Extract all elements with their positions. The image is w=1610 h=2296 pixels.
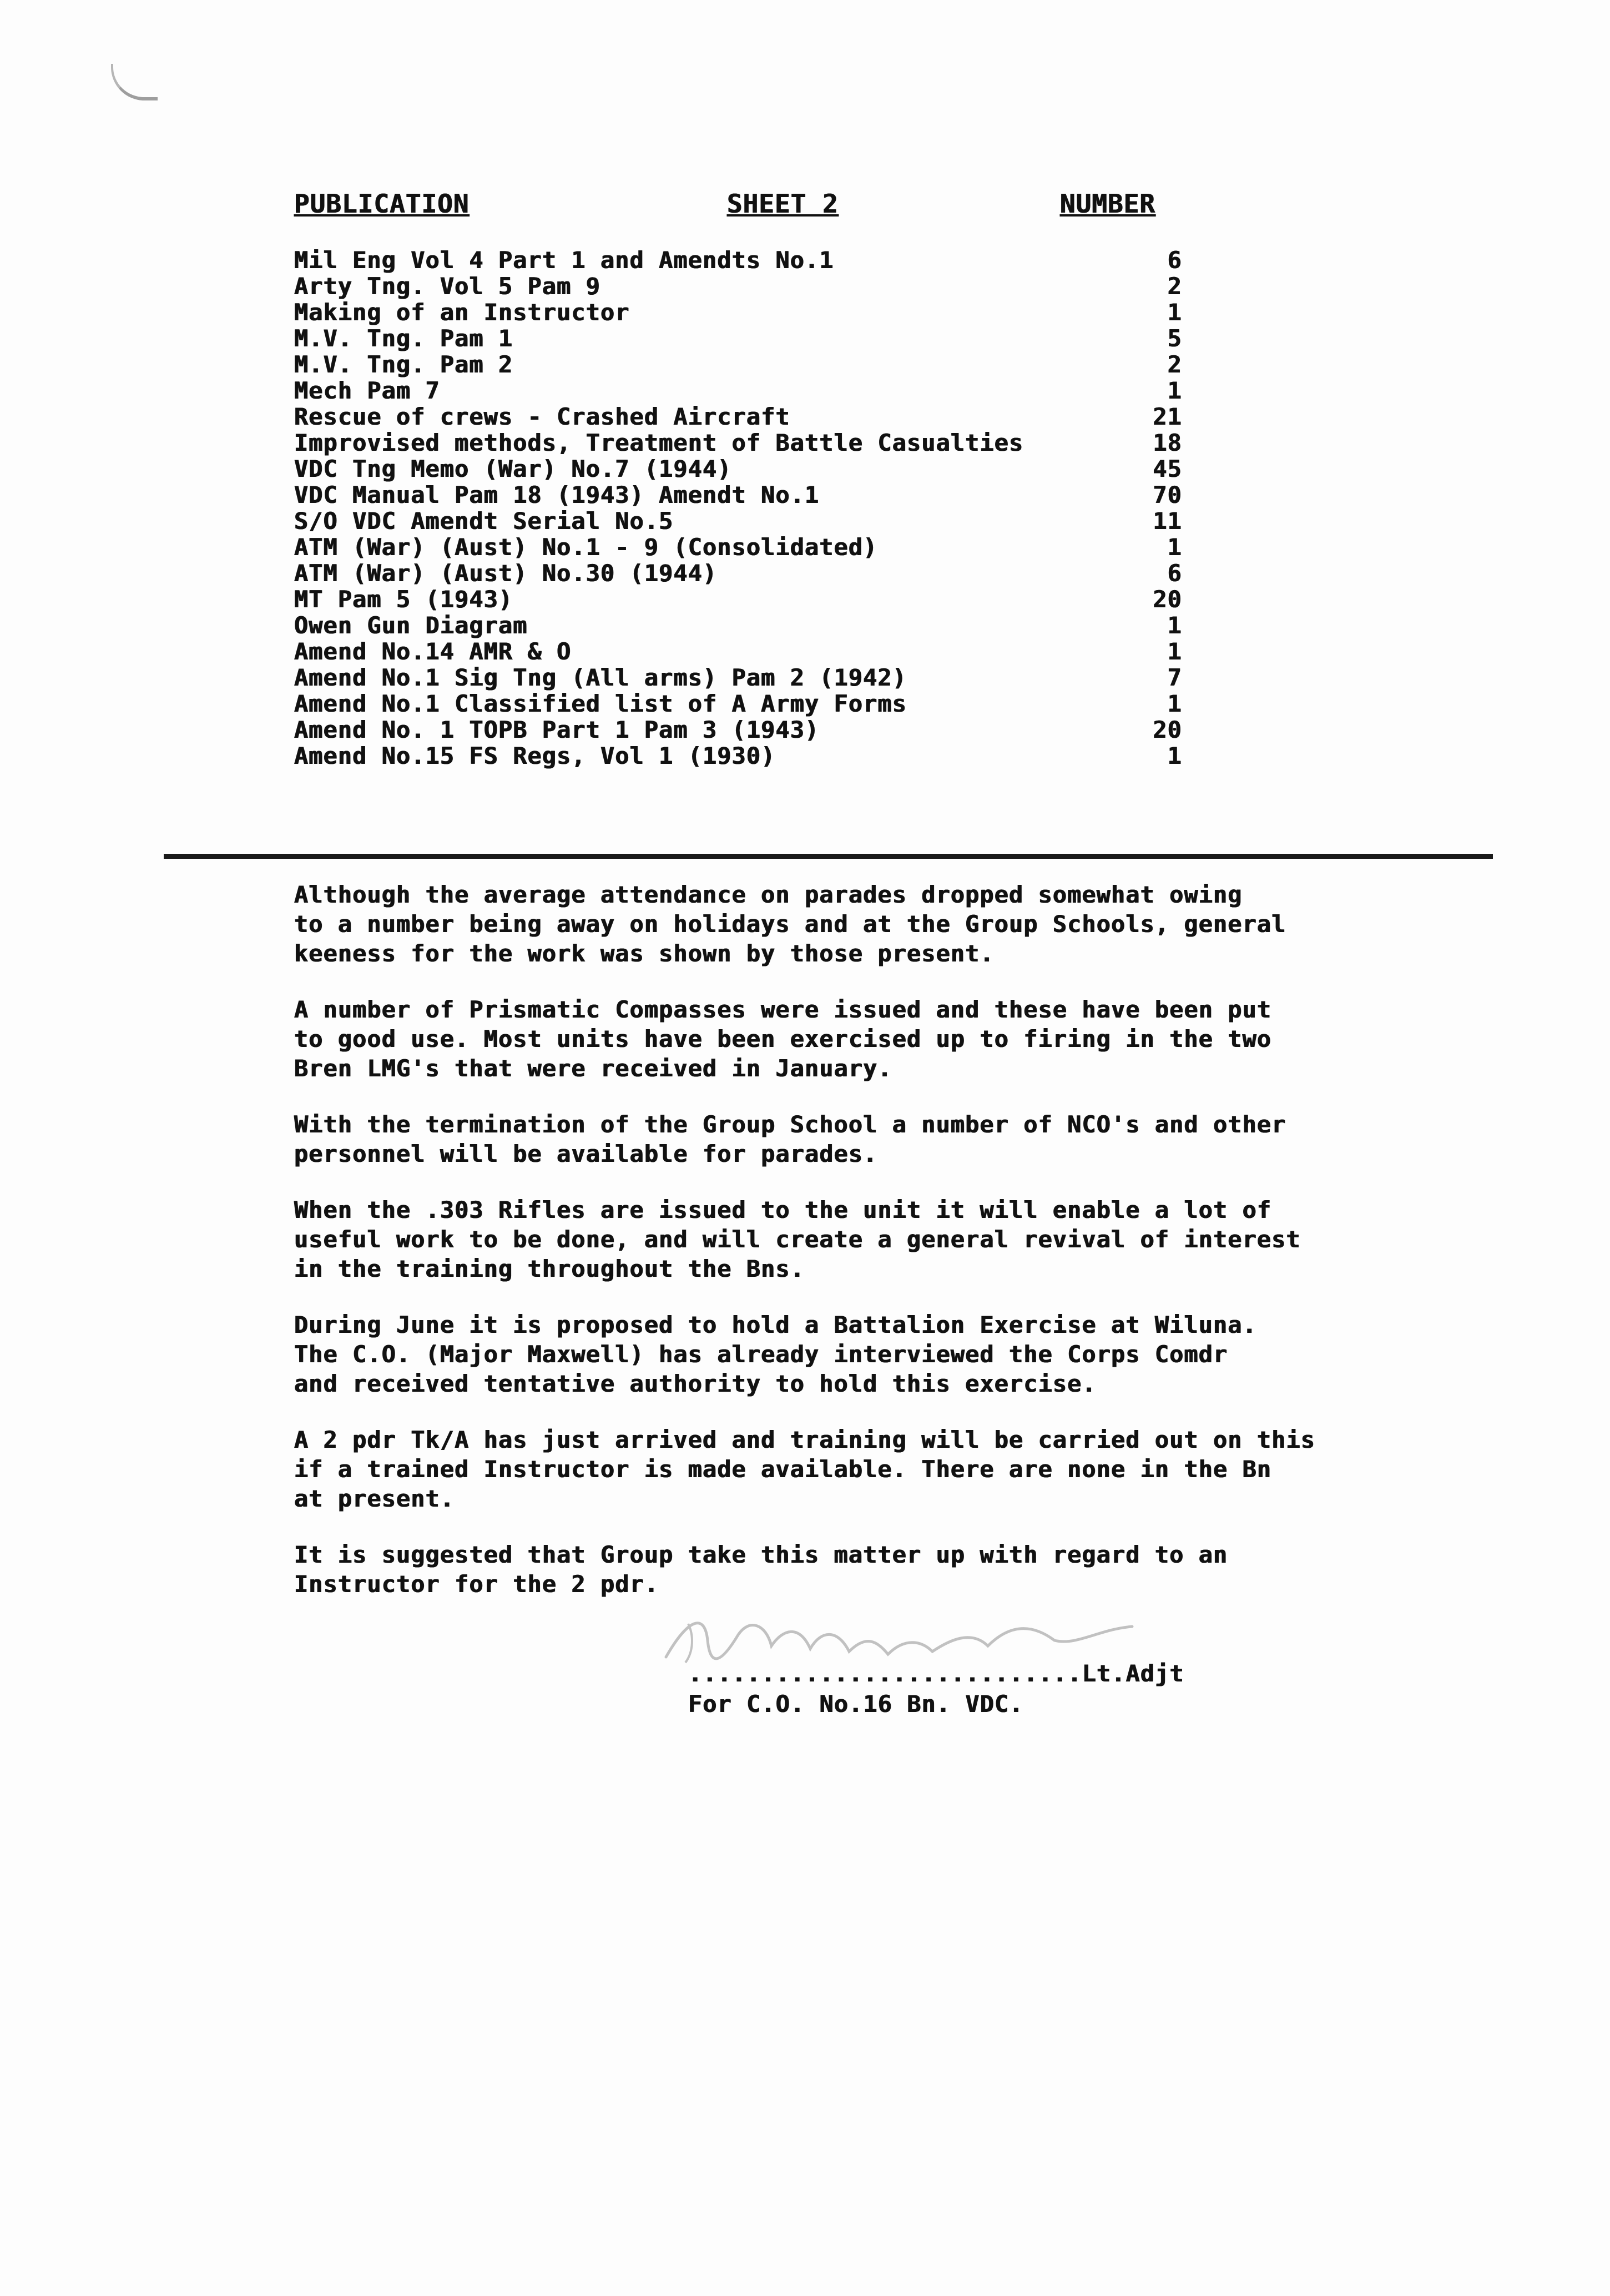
list-item xyxy=(294,612,1182,638)
list-item xyxy=(294,743,1182,769)
publication-name: Amend No. 1 TOPB Part 1 Pam 3 (1943) xyxy=(294,716,820,743)
list-item xyxy=(294,377,1182,404)
publication-name: VDC Manual Pam 18 (1943) Amendt No.1 xyxy=(294,481,820,508)
signatory-designation: For C.O. No.16 Bn. VDC. xyxy=(688,1690,1024,1718)
publication-name: MT Pam 5 (1943) xyxy=(294,586,513,613)
publication-number: 18 xyxy=(1153,429,1182,456)
publication-number: 21 xyxy=(1153,403,1182,430)
publication-name: Improvised methods, Treatment of Battle Casualties xyxy=(294,429,1024,456)
publication-number: 20 xyxy=(1153,586,1182,613)
column-header-number: NUMBER xyxy=(1060,189,1156,219)
list-item xyxy=(294,351,1182,377)
publication-name: Mil Eng Vol 4 Part 1 and Amendts No.1 xyxy=(294,246,834,274)
publication-name: Amend No.1 Sig Tng (All arms) Pam 2 (1942) xyxy=(294,664,907,691)
list-item xyxy=(294,247,1182,273)
paragraph: During June it is proposed to hold a Battalion Exercise at Wiluna. The C.O. (Major Maxwell) has already interviewed the Corps Comdr and received tentative authority to hold this exercise. xyxy=(294,1311,1257,1397)
publication-number: 6 xyxy=(1167,246,1182,274)
list-item xyxy=(294,273,1182,299)
sheet-label: SHEET 2 xyxy=(727,189,839,219)
report-body xyxy=(294,880,1493,1625)
list-item xyxy=(294,691,1182,717)
publication-name: M.V. Tng. Pam 1 xyxy=(294,325,513,352)
publication-number: 1 xyxy=(1167,612,1182,639)
paragraph: Although the average attendance on parades dropped somewhat owing to a number being away on holidays and at the Group Schools, general keeness for the work was shown by those present. xyxy=(294,881,1286,967)
list-item xyxy=(294,508,1182,534)
publication-number: 1 xyxy=(1167,638,1182,665)
publication-name: Making of an Instructor xyxy=(294,299,630,326)
list-item xyxy=(294,586,1182,612)
list-item xyxy=(294,325,1182,351)
publication-name: VDC Tng Memo (War) No.7 (1944) xyxy=(294,455,732,482)
list-item xyxy=(294,638,1182,664)
publication-name: Owen Gun Diagram xyxy=(294,612,528,639)
list-item xyxy=(294,560,1182,586)
publication-number: 11 xyxy=(1153,507,1182,535)
list-item xyxy=(294,404,1182,430)
list-item xyxy=(294,664,1182,691)
publication-name: ATM (War) (Aust) No.30 (1944) xyxy=(294,560,718,587)
list-item xyxy=(294,299,1182,325)
horizontal-divider xyxy=(164,854,1493,859)
list-item xyxy=(294,430,1182,456)
publication-number: 1 xyxy=(1167,299,1182,326)
publication-number: 2 xyxy=(1167,273,1182,300)
publication-name: Amend No.14 AMR & O xyxy=(294,638,572,665)
publication-number: 1 xyxy=(1167,742,1182,769)
punch-hole-mark xyxy=(111,64,158,100)
publication-number: 1 xyxy=(1167,533,1182,561)
publication-number: 45 xyxy=(1153,455,1182,482)
paragraph: It is suggested that Group take this matter up with regard to an Instructor for the 2 pdr. xyxy=(294,1541,1228,1598)
paragraph: With the termination of the Group School a number of NCO's and other personnel will be available for parades. xyxy=(294,1111,1286,1167)
paragraph: A 2 pdr Tk/A has just arrived and training will be carried out on this if a trained Instructor is made available. There are none in the Bn at present. xyxy=(294,1426,1316,1512)
publications-list xyxy=(294,247,1182,769)
list-item xyxy=(294,717,1182,743)
publication-name: Rescue of crews - Crashed Aircraft xyxy=(294,403,790,430)
publication-number: 2 xyxy=(1167,351,1182,378)
publication-name: M.V. Tng. Pam 2 xyxy=(294,351,513,378)
paragraph: When the .303 Rifles are issued to the unit it will enable a lot of useful work to be done, and will create a general revival of interest in the training throughout the Bns. xyxy=(294,1196,1301,1282)
publication-name: S/O VDC Amendt Serial No.5 xyxy=(294,507,674,535)
column-header-publication: PUBLICATION xyxy=(294,189,470,219)
list-item xyxy=(294,456,1182,482)
publication-number: 1 xyxy=(1167,377,1182,404)
publication-number: 20 xyxy=(1153,716,1182,743)
publication-number: 70 xyxy=(1153,481,1182,508)
publication-number: 6 xyxy=(1167,560,1182,587)
publication-number: 5 xyxy=(1167,325,1182,352)
handwritten-signature xyxy=(655,1607,1154,1668)
publication-number: 7 xyxy=(1167,664,1182,691)
paragraph: A number of Prismatic Compasses were issued and these have been put to good use. Most units have been exercised up to firing in the two Bren LMG's that were received in January. xyxy=(294,996,1272,1082)
publication-number: 1 xyxy=(1167,690,1182,717)
list-item xyxy=(294,482,1182,508)
signature-line: ...........................Lt.Adjt xyxy=(688,1660,1184,1687)
list-item xyxy=(294,534,1182,560)
publication-name: ATM (War) (Aust) No.1 - 9 (Consolidated) xyxy=(294,533,878,561)
publication-name: Amend No.1 Classified list of A Army Forms xyxy=(294,690,907,717)
publication-name: Amend No.15 FS Regs, Vol 1 (1930) xyxy=(294,742,776,769)
publication-name: Arty Tng. Vol 5 Pam 9 xyxy=(294,273,601,300)
publication-name: Mech Pam 7 xyxy=(294,377,440,404)
